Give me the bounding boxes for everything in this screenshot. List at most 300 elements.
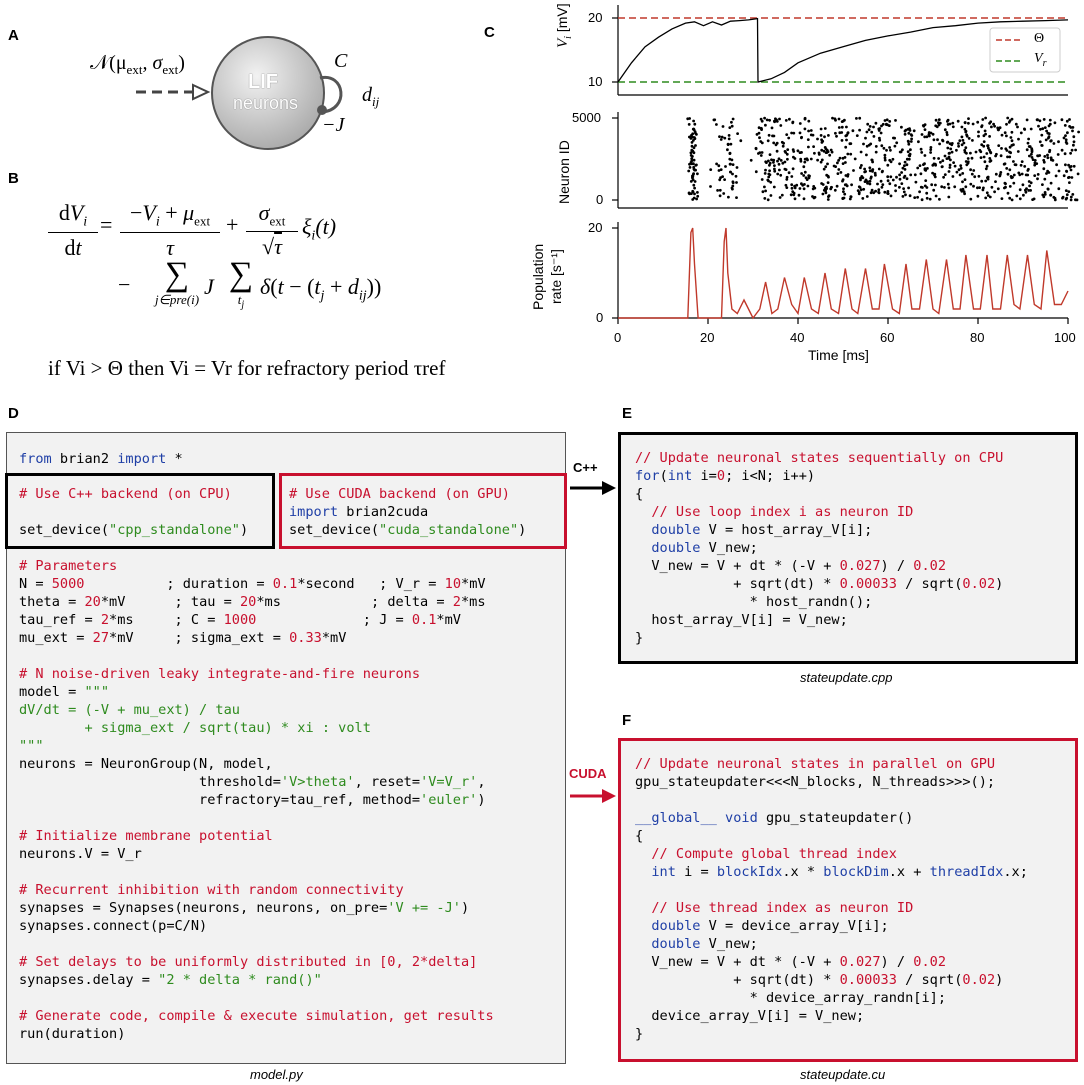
raster-spike: [910, 138, 913, 141]
raster-spike: [772, 142, 775, 145]
raster-spike: [782, 142, 785, 145]
raster-spike: [980, 180, 983, 183]
raster-spike: [989, 152, 992, 155]
raster-spike: [1071, 176, 1074, 179]
equation-plus: +: [226, 212, 239, 237]
raster-spike: [1007, 192, 1010, 195]
raster-spike: [963, 142, 966, 145]
raster-spike: [1044, 193, 1047, 196]
raster-spike: [869, 183, 872, 186]
raster-spike: [964, 146, 967, 149]
vm-ytick-10: 10: [588, 74, 603, 89]
raster-spike: [948, 187, 951, 190]
raster-spike: [944, 155, 947, 158]
raster-spike: [799, 187, 802, 190]
raster-spike: [932, 133, 935, 136]
raster-spike: [713, 119, 716, 122]
raster-spike: [792, 193, 795, 196]
raster-spike: [719, 194, 722, 197]
raster-spike: [801, 184, 804, 187]
raster-spike: [730, 143, 733, 146]
raster-spike: [779, 124, 782, 127]
raster-spike: [946, 120, 949, 123]
raster-spike: [1005, 135, 1008, 138]
raster-spike: [904, 161, 907, 164]
raster-spike: [1034, 159, 1037, 162]
raster-spike: [951, 122, 954, 125]
model-py-caption: model.py: [250, 1067, 303, 1082]
raster-spike: [696, 195, 699, 198]
raster-spike: [784, 168, 787, 171]
raster-spike: [1071, 193, 1074, 196]
raster-spike: [715, 163, 718, 166]
raster-spike: [760, 127, 763, 130]
raster-spike: [888, 146, 891, 149]
raster-spike: [790, 193, 793, 196]
equation-lhs: $dV_i$ dt: [48, 200, 98, 261]
raster-spike: [842, 190, 845, 193]
raster-spike: [937, 157, 940, 160]
equation-term-noise: $\sigma_{ext}$ √τ: [246, 200, 298, 260]
raster-spike: [931, 164, 934, 167]
raster-spike: [1069, 152, 1072, 155]
cuda-arrow: [568, 786, 618, 806]
raster-spike: [984, 130, 987, 133]
raster-spike: [1046, 156, 1049, 159]
raster-spike: [1039, 140, 1042, 143]
raster-spike: [784, 161, 787, 164]
raster-spike: [727, 143, 730, 146]
raster-spike: [1015, 195, 1018, 198]
raster-spike: [1066, 131, 1069, 134]
raster-spike: [1014, 163, 1017, 166]
raster-spike: [846, 153, 849, 156]
raster-spike: [1055, 175, 1058, 178]
raster-spike: [1030, 128, 1033, 131]
raster-spike: [1036, 118, 1039, 121]
raster-spike: [942, 140, 945, 143]
raster-spike: [889, 149, 892, 152]
cuda-arrow-label: CUDA: [569, 766, 607, 781]
raster-spike: [810, 129, 813, 132]
raster-spike: [933, 173, 936, 176]
raster-spike: [730, 121, 733, 124]
raster-spike: [1017, 172, 1020, 175]
raster-spike: [1048, 135, 1051, 138]
raster-spike: [791, 187, 794, 190]
raster-spike: [1073, 140, 1076, 143]
raster-spike: [949, 123, 952, 126]
raster-spike: [716, 189, 719, 192]
raster-spike: [862, 176, 865, 179]
raster-spike: [973, 175, 976, 178]
raster-spike: [881, 170, 884, 173]
xtick-80: 80: [970, 330, 985, 345]
raster-spike: [859, 179, 862, 182]
raster-spike: [1006, 117, 1009, 120]
raster-spike: [768, 169, 771, 172]
raster-spike: [767, 180, 770, 183]
raster-spike: [802, 174, 805, 177]
raster-spike: [870, 191, 873, 194]
rate-ytick-20: 20: [588, 220, 603, 235]
raster-spike: [907, 140, 910, 143]
raster-spike: [723, 178, 726, 181]
panel-label-a: A: [8, 27, 19, 44]
raster-spike: [981, 124, 984, 127]
raster-spike: [1061, 118, 1064, 121]
raster-spike: [794, 197, 797, 200]
raster-spike: [925, 192, 928, 195]
raster-spike: [924, 154, 927, 157]
raster-spike: [790, 183, 793, 186]
raster-spike: [827, 175, 830, 178]
raster-spike: [873, 135, 876, 138]
raster-spike: [943, 186, 946, 189]
raster-spike: [812, 188, 815, 191]
raster-spike: [961, 172, 964, 175]
raster-spike: [794, 157, 797, 160]
raster-spike: [884, 154, 887, 157]
rate-ylabel-line1: Population: [530, 243, 546, 310]
raster-spike: [718, 178, 721, 181]
raster-spike: [1007, 173, 1010, 176]
raster-spike: [778, 169, 781, 172]
raster-spike: [845, 126, 848, 129]
raster-spike: [890, 195, 893, 198]
raster-spike: [1045, 130, 1048, 133]
raster-spike: [924, 179, 927, 182]
raster-spike: [693, 193, 696, 196]
raster-spike: [997, 187, 1000, 190]
raster-spike: [909, 129, 912, 132]
raster-spike: [1010, 175, 1013, 178]
raster-ytick-5000: 5000: [572, 110, 601, 125]
raster-spike: [988, 135, 991, 138]
raster-spike: [957, 145, 960, 148]
raster-spike: [758, 136, 761, 139]
raster-spike: [969, 183, 972, 186]
raster-spike: [856, 134, 859, 137]
raster-spike: [982, 145, 985, 148]
raster-spike: [989, 160, 992, 163]
raster-spike: [958, 139, 961, 142]
raster-spike: [776, 173, 779, 176]
raster-spike: [1001, 197, 1004, 200]
raster-spike: [812, 145, 815, 148]
raster-spike: [1033, 198, 1036, 201]
raster-spike: [803, 197, 806, 200]
raster-spike: [995, 173, 998, 176]
vm-legend-box: [990, 28, 1060, 72]
raster-spike: [709, 185, 712, 188]
raster-spike: [800, 172, 803, 175]
raster-spike: [940, 185, 943, 188]
raster-spike: [907, 132, 910, 135]
raster-spike: [813, 152, 816, 155]
raster-spike: [962, 139, 965, 142]
equation-delta: $\delta(t - (t_j + d_{ij}))$: [260, 274, 382, 304]
raster-spike: [921, 198, 924, 201]
raster-spike: [1044, 126, 1047, 129]
raster-spike: [1023, 165, 1026, 168]
raster-spike: [798, 194, 801, 197]
raster-spike: [991, 186, 994, 189]
raster-spike: [1004, 147, 1007, 150]
raster-spike: [964, 178, 967, 181]
raster-spike: [690, 154, 693, 157]
raster-spike: [797, 149, 800, 152]
raster-spike: [834, 189, 837, 192]
raster-spike: [1008, 156, 1011, 159]
raster-spike: [1050, 182, 1053, 185]
raster-ylabel: Neuron ID: [556, 140, 572, 204]
raster-spike: [1000, 147, 1003, 150]
raster-spike: [1070, 199, 1073, 202]
raster-spike: [878, 191, 881, 194]
raster-spike: [909, 174, 912, 177]
raster-spike: [780, 159, 783, 162]
raster-spike: [1026, 119, 1029, 122]
raster-spike: [781, 194, 784, 197]
raster-spike: [786, 148, 789, 151]
raster-spike: [841, 197, 844, 200]
equation-J: J: [204, 274, 214, 299]
raster-spike: [907, 187, 910, 190]
raster-spike: [1004, 182, 1007, 185]
raster-spike: [728, 134, 731, 137]
raster-spike: [841, 180, 844, 183]
raster-spike: [1049, 123, 1052, 126]
raster-spike: [957, 142, 960, 145]
raster-spike: [764, 169, 767, 172]
raster-spike: [936, 138, 939, 141]
raster-spike: [1066, 120, 1069, 123]
raster-spike: [977, 195, 980, 198]
raster-spike: [868, 128, 871, 131]
raster-spike: [1003, 187, 1006, 190]
raster-spike: [978, 175, 981, 178]
raster-spike: [837, 168, 840, 171]
raster-spike: [807, 138, 810, 141]
raster-spike: [826, 163, 829, 166]
raster-spike: [895, 141, 898, 144]
raster-spike: [764, 172, 767, 175]
raster-spike: [984, 180, 987, 183]
raster-spike: [1033, 174, 1036, 177]
raster-spike: [1065, 138, 1068, 141]
raster-spike: [1010, 136, 1013, 139]
raster-spike: [824, 146, 827, 149]
raster-spike: [983, 156, 986, 159]
raster-spike: [750, 159, 753, 162]
raster-spike: [963, 190, 966, 193]
raster-spike: [693, 169, 696, 172]
raster-spike: [894, 189, 897, 192]
raster-spike: [1049, 194, 1052, 197]
raster-spike: [1025, 187, 1028, 190]
raster-spike: [1071, 130, 1074, 133]
raster-spike: [1029, 145, 1032, 148]
raster-spike: [722, 192, 725, 195]
raster-spike: [971, 173, 974, 176]
raster-spike: [858, 191, 861, 194]
raster-spike: [952, 161, 955, 164]
raster-spike: [692, 184, 695, 187]
raster-spike: [865, 154, 868, 157]
raster-spike: [720, 138, 723, 141]
raster-spike: [888, 120, 891, 123]
raster-spike: [871, 159, 874, 162]
raster-spike: [1064, 134, 1067, 137]
raster-spike: [901, 148, 904, 151]
raster-spike: [1041, 183, 1044, 186]
raster-spike: [735, 196, 738, 199]
raster-spike: [987, 194, 990, 197]
raster-spike: [841, 126, 844, 129]
raster-spike: [908, 154, 911, 157]
raster-spike: [913, 129, 916, 132]
raster-spike: [1027, 138, 1030, 141]
rate-ytick-0: 0: [596, 310, 604, 325]
raster-spike: [949, 159, 952, 162]
raster-spike: [695, 164, 698, 167]
raster-spike: [727, 196, 730, 199]
raster-spike: [870, 131, 873, 134]
raster-spike: [881, 186, 884, 189]
raster-spike: [1037, 125, 1040, 128]
raster-spike: [900, 126, 903, 129]
raster-spike: [978, 186, 981, 189]
raster-spike: [922, 125, 925, 128]
raster-spike: [875, 151, 878, 154]
raster-spike: [1011, 139, 1014, 142]
raster-spike: [850, 183, 853, 186]
raster-spike: [1054, 199, 1057, 202]
raster-spike: [963, 149, 966, 152]
raster-spike: [862, 188, 865, 191]
raster-spike: [759, 140, 762, 143]
raster-spike: [1011, 199, 1014, 202]
raster-spike: [986, 165, 989, 168]
raster-spike: [995, 153, 998, 156]
raster-spike: [1013, 174, 1016, 177]
raster-spike: [1077, 131, 1080, 134]
raster-spike: [846, 185, 849, 188]
raster-spike: [834, 117, 837, 120]
raster-spike: [1001, 134, 1004, 137]
panel-label-b: B: [8, 170, 19, 187]
raster-spike: [1043, 118, 1046, 121]
raster-spike: [870, 176, 873, 179]
raster-spike: [823, 135, 826, 138]
raster-spike: [692, 128, 695, 131]
raster-spike: [726, 148, 729, 151]
raster-spike: [946, 133, 949, 136]
raster-spike: [904, 133, 907, 136]
raster-spike: [1067, 190, 1070, 193]
raster-spike: [778, 163, 781, 166]
raster-spike: [900, 182, 903, 185]
raster-spike: [760, 154, 763, 157]
raster-spike: [787, 137, 790, 140]
raster-spike: [1042, 195, 1045, 198]
raster-spike: [1008, 121, 1011, 124]
raster-spike: [913, 196, 916, 199]
x-ticks: [618, 318, 1068, 324]
raster-spike: [883, 147, 886, 150]
raster-spike: [1065, 189, 1068, 192]
raster-spike: [1008, 197, 1011, 200]
raster-spike: [1015, 123, 1018, 126]
raster-spike: [1035, 162, 1038, 165]
raster-spike: [729, 163, 732, 166]
raster-spike: [1023, 127, 1026, 130]
raster-spike: [735, 181, 738, 184]
raster-spike: [732, 163, 735, 166]
raster-spike: [885, 123, 888, 126]
raster-spike: [824, 165, 827, 168]
raster-spike: [841, 139, 844, 142]
equation-rhs-1: =: [100, 212, 113, 237]
raster-spike: [997, 128, 1000, 131]
delay-label: $d_{ij}$: [362, 84, 380, 109]
raster-spike: [977, 135, 980, 138]
raster-spike: [918, 190, 921, 193]
raster-spike: [1054, 121, 1057, 124]
raster-spike: [981, 118, 984, 121]
raster-spike: [1016, 126, 1019, 129]
raster-spike: [969, 198, 972, 201]
raster-spike: [1047, 188, 1050, 191]
raster-spike: [693, 123, 696, 126]
raster-spike: [1049, 140, 1052, 143]
raster-spike: [1011, 118, 1014, 121]
raster-spike: [800, 136, 803, 139]
raster-spike: [1039, 119, 1042, 122]
raster-spike: [807, 185, 810, 188]
raster-spike: [1066, 193, 1069, 196]
raster-spike: [852, 169, 855, 172]
raster-spike: [972, 185, 975, 188]
raster-spike: [770, 194, 773, 197]
raster-spike: [907, 150, 910, 153]
raster-spikes: [686, 117, 1080, 202]
raster-spike: [956, 171, 959, 174]
raster-spike: [1068, 176, 1071, 179]
raster-spike: [792, 132, 795, 135]
raster-spike: [844, 146, 847, 149]
raster-spike: [1065, 198, 1068, 201]
raster-spike: [920, 172, 923, 175]
raster-spike: [886, 118, 889, 121]
raster-spike: [1064, 163, 1067, 166]
raster-spike: [837, 172, 840, 175]
panel-label-f: F: [622, 712, 632, 729]
raster-spike: [788, 171, 791, 174]
raster-spike: [1026, 174, 1029, 177]
raster-spike: [967, 117, 970, 120]
raster-spike: [812, 134, 815, 137]
raster-spike: [877, 127, 880, 130]
raster-spike: [872, 126, 875, 129]
raster-spike: [904, 193, 907, 196]
raster-spike: [1009, 151, 1012, 154]
raster-spike: [1031, 156, 1034, 159]
xtick-20: 20: [700, 330, 715, 345]
raster-spike: [779, 196, 782, 199]
raster-spike: [902, 187, 905, 190]
